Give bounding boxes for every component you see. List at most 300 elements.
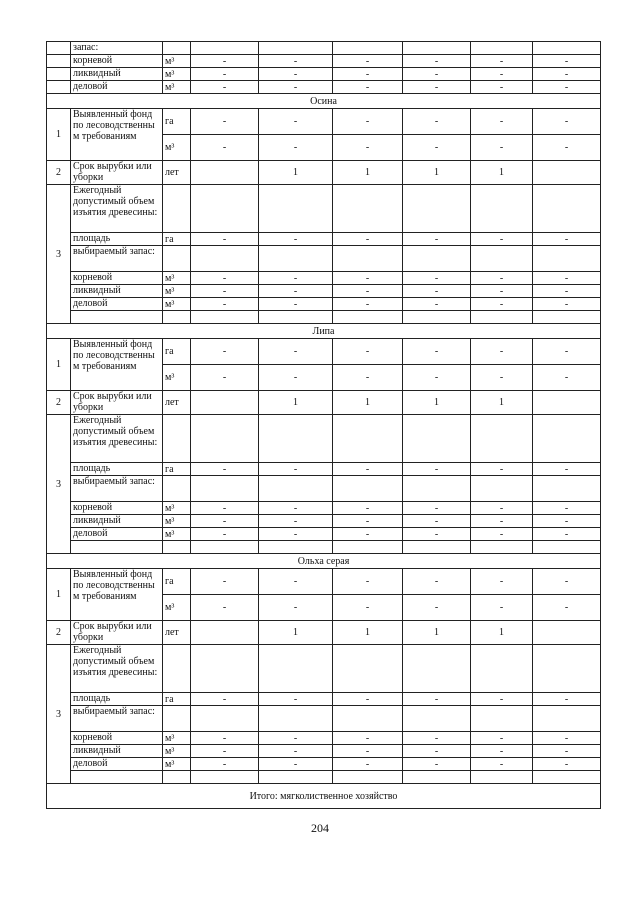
value-cell: -	[259, 528, 333, 541]
value-cell: -	[533, 463, 601, 476]
value-cell	[333, 246, 403, 272]
value-cell: 1	[403, 391, 471, 415]
value-cell: -	[191, 732, 259, 745]
value-cell: -	[533, 365, 601, 391]
blank-cell	[333, 541, 403, 554]
blank-cell	[191, 311, 259, 324]
row-number	[47, 55, 71, 68]
value-cell: -	[403, 528, 471, 541]
row-number: 2	[47, 391, 71, 415]
value-cell: -	[333, 745, 403, 758]
unit-cell: м³	[163, 595, 191, 621]
value-cell	[259, 185, 333, 233]
value-cell: -	[259, 339, 333, 365]
row-label: выбираемый запас:	[71, 706, 163, 732]
value-cell	[191, 645, 259, 693]
unit-cell	[163, 246, 191, 272]
value-cell: -	[259, 298, 333, 311]
table-row	[47, 745, 601, 758]
value-cell: -	[259, 109, 333, 135]
value-cell	[533, 476, 601, 502]
value-cell: -	[403, 285, 471, 298]
table-body	[47, 42, 601, 809]
value-cell: -	[403, 502, 471, 515]
unit-cell: м³	[163, 285, 191, 298]
value-cell: -	[471, 55, 533, 68]
row-label: деловой	[71, 298, 163, 311]
value-cell	[533, 185, 601, 233]
table-row	[47, 621, 601, 645]
value-cell	[533, 706, 601, 732]
page-number: 204	[311, 821, 329, 835]
unit-cell: лет	[163, 391, 191, 415]
row-label: корневой	[71, 55, 163, 68]
row-number: 2	[47, 161, 71, 185]
row-label: Ежегодный допустимый объем изъятия древесины:	[71, 185, 163, 233]
value-cell	[533, 161, 601, 185]
value-cell: -	[403, 595, 471, 621]
blank-cell	[163, 311, 191, 324]
blank-cell	[259, 771, 333, 784]
blank-row	[47, 541, 601, 554]
value-cell	[533, 246, 601, 272]
value-cell	[259, 476, 333, 502]
value-cell	[191, 415, 259, 463]
forest-table	[46, 41, 601, 809]
unit-cell: га	[163, 109, 191, 135]
value-cell: 1	[259, 621, 333, 645]
row-label: площадь	[71, 463, 163, 476]
row-number	[47, 81, 71, 94]
blank-cell	[471, 541, 533, 554]
value-cell: -	[471, 272, 533, 285]
unit-cell: лет	[163, 161, 191, 185]
table-row	[47, 233, 601, 246]
value-cell	[333, 476, 403, 502]
value-cell: -	[259, 515, 333, 528]
value-cell	[403, 246, 471, 272]
table-row	[47, 645, 601, 693]
section-title: Ольха серая	[47, 554, 601, 569]
value-cell: -	[533, 732, 601, 745]
blank-cell	[403, 771, 471, 784]
row-label: деловой	[71, 528, 163, 541]
value-cell: -	[333, 272, 403, 285]
table-row	[47, 109, 601, 135]
value-cell: -	[533, 502, 601, 515]
value-cell: -	[403, 745, 471, 758]
value-cell: 1	[471, 621, 533, 645]
value-cell: -	[191, 693, 259, 706]
value-cell: -	[403, 298, 471, 311]
row-number: 3	[47, 645, 71, 784]
row-number: 1	[47, 109, 71, 161]
table-row	[47, 298, 601, 311]
value-cell: -	[191, 463, 259, 476]
value-cell: -	[259, 55, 333, 68]
value-cell: -	[191, 528, 259, 541]
value-cell: -	[471, 745, 533, 758]
value-cell	[191, 621, 259, 645]
value-cell: -	[471, 233, 533, 246]
row-number: 3	[47, 415, 71, 554]
value-cell: -	[333, 569, 403, 595]
row-label: ликвидный	[71, 745, 163, 758]
row-label: Срок вырубки или уборки	[71, 391, 163, 415]
table-row	[47, 246, 601, 272]
value-cell: -	[191, 81, 259, 94]
value-cell: -	[403, 81, 471, 94]
value-cell: -	[403, 732, 471, 745]
value-cell: -	[259, 693, 333, 706]
value-cell: -	[333, 135, 403, 161]
value-cell: -	[533, 272, 601, 285]
value-cell: -	[333, 233, 403, 246]
blank-cell	[333, 771, 403, 784]
value-cell	[191, 706, 259, 732]
value-cell	[259, 706, 333, 732]
value-cell: -	[191, 109, 259, 135]
row-label: Выявленный фонд по лесоводственны м требованиям	[71, 109, 163, 161]
unit-cell: м³	[163, 135, 191, 161]
blank-cell	[71, 541, 163, 554]
blank-cell	[333, 311, 403, 324]
value-cell: 1	[403, 161, 471, 185]
row-label: выбираемый запас:	[71, 246, 163, 272]
blank-row	[47, 311, 601, 324]
blank-cell	[471, 771, 533, 784]
blank-cell	[191, 541, 259, 554]
value-cell: -	[191, 339, 259, 365]
table-row	[47, 185, 601, 233]
value-cell: -	[333, 732, 403, 745]
unit-cell: м³	[163, 732, 191, 745]
value-cell	[403, 706, 471, 732]
value-cell	[333, 645, 403, 693]
unit-cell: м³	[163, 502, 191, 515]
value-cell	[403, 476, 471, 502]
value-cell: -	[533, 745, 601, 758]
value-cell: -	[191, 569, 259, 595]
value-cell: -	[333, 285, 403, 298]
value-cell: -	[259, 135, 333, 161]
value-cell: -	[471, 502, 533, 515]
value-cell: -	[191, 55, 259, 68]
value-cell: 1	[333, 161, 403, 185]
value-cell: -	[333, 298, 403, 311]
value-cell: -	[403, 272, 471, 285]
unit-cell	[163, 476, 191, 502]
value-cell	[533, 391, 601, 415]
value-cell: -	[333, 515, 403, 528]
unit-cell: м³	[163, 758, 191, 771]
value-cell: -	[191, 365, 259, 391]
value-cell: -	[259, 502, 333, 515]
value-cell: -	[259, 365, 333, 391]
value-cell: -	[471, 693, 533, 706]
blank-cell	[533, 541, 601, 554]
value-cell: -	[259, 68, 333, 81]
blank-cell	[259, 311, 333, 324]
value-cell: -	[533, 81, 601, 94]
row-number: 1	[47, 569, 71, 621]
row-label: Срок вырубки или уборки	[71, 621, 163, 645]
value-cell: -	[403, 463, 471, 476]
value-cell: -	[333, 528, 403, 541]
value-cell: -	[333, 68, 403, 81]
value-cell: -	[403, 68, 471, 81]
value-cell: -	[533, 68, 601, 81]
value-cell	[403, 185, 471, 233]
blank-cell	[533, 311, 601, 324]
value-cell: -	[403, 758, 471, 771]
value-cell: -	[471, 109, 533, 135]
value-cell	[471, 185, 533, 233]
value-cell	[259, 42, 333, 55]
blank-cell	[191, 771, 259, 784]
value-cell: 1	[333, 621, 403, 645]
value-cell: -	[191, 272, 259, 285]
value-cell: -	[471, 365, 533, 391]
table-row	[47, 161, 601, 185]
value-cell	[403, 415, 471, 463]
unit-cell: га	[163, 339, 191, 365]
row-number	[47, 42, 71, 55]
value-cell	[259, 246, 333, 272]
value-cell: 1	[259, 391, 333, 415]
section-header-row	[47, 554, 601, 569]
table-row	[47, 693, 601, 706]
value-cell: -	[533, 528, 601, 541]
row-label: ликвидный	[71, 68, 163, 81]
table-row	[47, 515, 601, 528]
value-cell: -	[533, 339, 601, 365]
row-number: 3	[47, 185, 71, 324]
table-row	[47, 463, 601, 476]
section-header-row	[47, 94, 601, 109]
value-cell: -	[333, 339, 403, 365]
blank-cell	[403, 311, 471, 324]
value-cell: -	[533, 233, 601, 246]
value-cell: -	[191, 595, 259, 621]
value-cell	[191, 476, 259, 502]
value-cell: -	[471, 339, 533, 365]
row-label: деловой	[71, 758, 163, 771]
value-cell: 1	[471, 161, 533, 185]
value-cell: -	[259, 569, 333, 595]
value-cell: -	[471, 81, 533, 94]
unit-cell: лет	[163, 621, 191, 645]
value-cell: -	[471, 298, 533, 311]
value-cell	[533, 645, 601, 693]
value-cell	[333, 185, 403, 233]
unit-cell: м³	[163, 55, 191, 68]
total-label: Итого: мягколиственное хозяйство	[47, 784, 601, 809]
row-label: Выявленный фонд по лесоводственны м требованиям	[71, 569, 163, 621]
blank-row	[47, 771, 601, 784]
table-row	[47, 502, 601, 515]
value-cell	[259, 415, 333, 463]
value-cell: 1	[403, 621, 471, 645]
value-cell: -	[403, 109, 471, 135]
table-row	[47, 391, 601, 415]
value-cell: -	[403, 55, 471, 68]
row-label: Ежегодный допустимый объем изъятия древесины:	[71, 645, 163, 693]
value-cell: -	[191, 515, 259, 528]
unit-cell: га	[163, 233, 191, 246]
value-cell: -	[533, 298, 601, 311]
value-cell: 1	[333, 391, 403, 415]
row-number	[47, 68, 71, 81]
value-cell	[191, 246, 259, 272]
value-cell: -	[533, 109, 601, 135]
table-row	[47, 42, 601, 55]
value-cell: -	[333, 463, 403, 476]
table-row	[47, 528, 601, 541]
value-cell: -	[259, 81, 333, 94]
unit-cell: га	[163, 463, 191, 476]
value-cell: -	[333, 81, 403, 94]
value-cell	[333, 706, 403, 732]
value-cell: -	[259, 758, 333, 771]
value-cell	[533, 42, 601, 55]
value-cell: -	[533, 595, 601, 621]
value-cell: -	[191, 758, 259, 771]
value-cell	[191, 161, 259, 185]
value-cell: -	[333, 693, 403, 706]
value-cell: -	[403, 233, 471, 246]
value-cell: -	[333, 595, 403, 621]
row-label: площадь	[71, 233, 163, 246]
unit-cell	[163, 706, 191, 732]
blank-cell	[71, 311, 163, 324]
value-cell: -	[403, 135, 471, 161]
unit-cell: м³	[163, 68, 191, 81]
unit-cell: м³	[163, 745, 191, 758]
value-cell	[471, 706, 533, 732]
value-cell: -	[403, 339, 471, 365]
blank-cell	[163, 771, 191, 784]
row-label: Выявленный фонд по лесоводственны м требованиям	[71, 339, 163, 391]
value-cell: -	[533, 285, 601, 298]
value-cell: -	[333, 365, 403, 391]
value-cell	[191, 185, 259, 233]
value-cell: -	[471, 68, 533, 81]
value-cell: -	[471, 463, 533, 476]
unit-cell: га	[163, 693, 191, 706]
section-title: Осина	[47, 94, 601, 109]
value-cell	[333, 42, 403, 55]
table-row	[47, 569, 601, 595]
value-cell: -	[333, 758, 403, 771]
unit-cell: га	[163, 569, 191, 595]
value-cell: -	[471, 135, 533, 161]
row-label: выбираемый запас:	[71, 476, 163, 502]
blank-cell	[403, 541, 471, 554]
value-cell: -	[471, 732, 533, 745]
value-cell: -	[471, 528, 533, 541]
value-cell: -	[191, 502, 259, 515]
value-cell: -	[471, 758, 533, 771]
row-label: ликвидный	[71, 515, 163, 528]
unit-cell: м³	[163, 298, 191, 311]
value-cell	[259, 645, 333, 693]
value-cell: -	[191, 298, 259, 311]
value-cell	[471, 476, 533, 502]
value-cell: -	[533, 135, 601, 161]
row-label: площадь	[71, 693, 163, 706]
table-row	[47, 758, 601, 771]
value-cell: -	[533, 569, 601, 595]
value-cell: -	[259, 463, 333, 476]
row-label: корневой	[71, 732, 163, 745]
total-row	[47, 784, 601, 809]
row-label: ликвидный	[71, 285, 163, 298]
value-cell: -	[259, 595, 333, 621]
value-cell: -	[403, 365, 471, 391]
row-number: 2	[47, 621, 71, 645]
value-cell: -	[471, 515, 533, 528]
value-cell	[333, 415, 403, 463]
row-label: корневой	[71, 502, 163, 515]
value-cell: -	[191, 745, 259, 758]
blank-cell	[471, 311, 533, 324]
value-cell	[471, 246, 533, 272]
table-row	[47, 55, 601, 68]
unit-cell: м³	[163, 365, 191, 391]
table-row	[47, 415, 601, 463]
table-row	[47, 81, 601, 94]
table-row	[47, 68, 601, 81]
value-cell: -	[403, 569, 471, 595]
section-header-row	[47, 324, 601, 339]
value-cell: -	[403, 515, 471, 528]
unit-cell	[163, 415, 191, 463]
blank-cell	[259, 541, 333, 554]
value-cell	[403, 645, 471, 693]
section-title: Липа	[47, 324, 601, 339]
blank-cell	[533, 771, 601, 784]
row-number: 1	[47, 339, 71, 391]
blank-cell	[163, 541, 191, 554]
table-row	[47, 339, 601, 365]
table-row	[47, 272, 601, 285]
value-cell: 1	[471, 391, 533, 415]
value-cell: -	[259, 272, 333, 285]
value-cell	[471, 645, 533, 693]
unit-cell: м³	[163, 272, 191, 285]
row-label: Ежегодный допустимый объем изъятия древесины:	[71, 415, 163, 463]
row-label: Срок вырубки или уборки	[71, 161, 163, 185]
value-cell: -	[333, 502, 403, 515]
value-cell: -	[259, 285, 333, 298]
value-cell: -	[533, 693, 601, 706]
unit-cell	[163, 185, 191, 233]
value-cell: -	[533, 55, 601, 68]
unit-cell: м³	[163, 528, 191, 541]
value-cell: -	[191, 233, 259, 246]
value-cell: -	[471, 285, 533, 298]
unit-cell: м³	[163, 515, 191, 528]
value-cell: -	[533, 515, 601, 528]
value-cell: -	[471, 569, 533, 595]
value-cell: -	[333, 55, 403, 68]
unit-cell	[163, 645, 191, 693]
row-label: корневой	[71, 272, 163, 285]
unit-cell: м³	[163, 81, 191, 94]
value-cell: -	[259, 732, 333, 745]
value-cell: -	[471, 595, 533, 621]
